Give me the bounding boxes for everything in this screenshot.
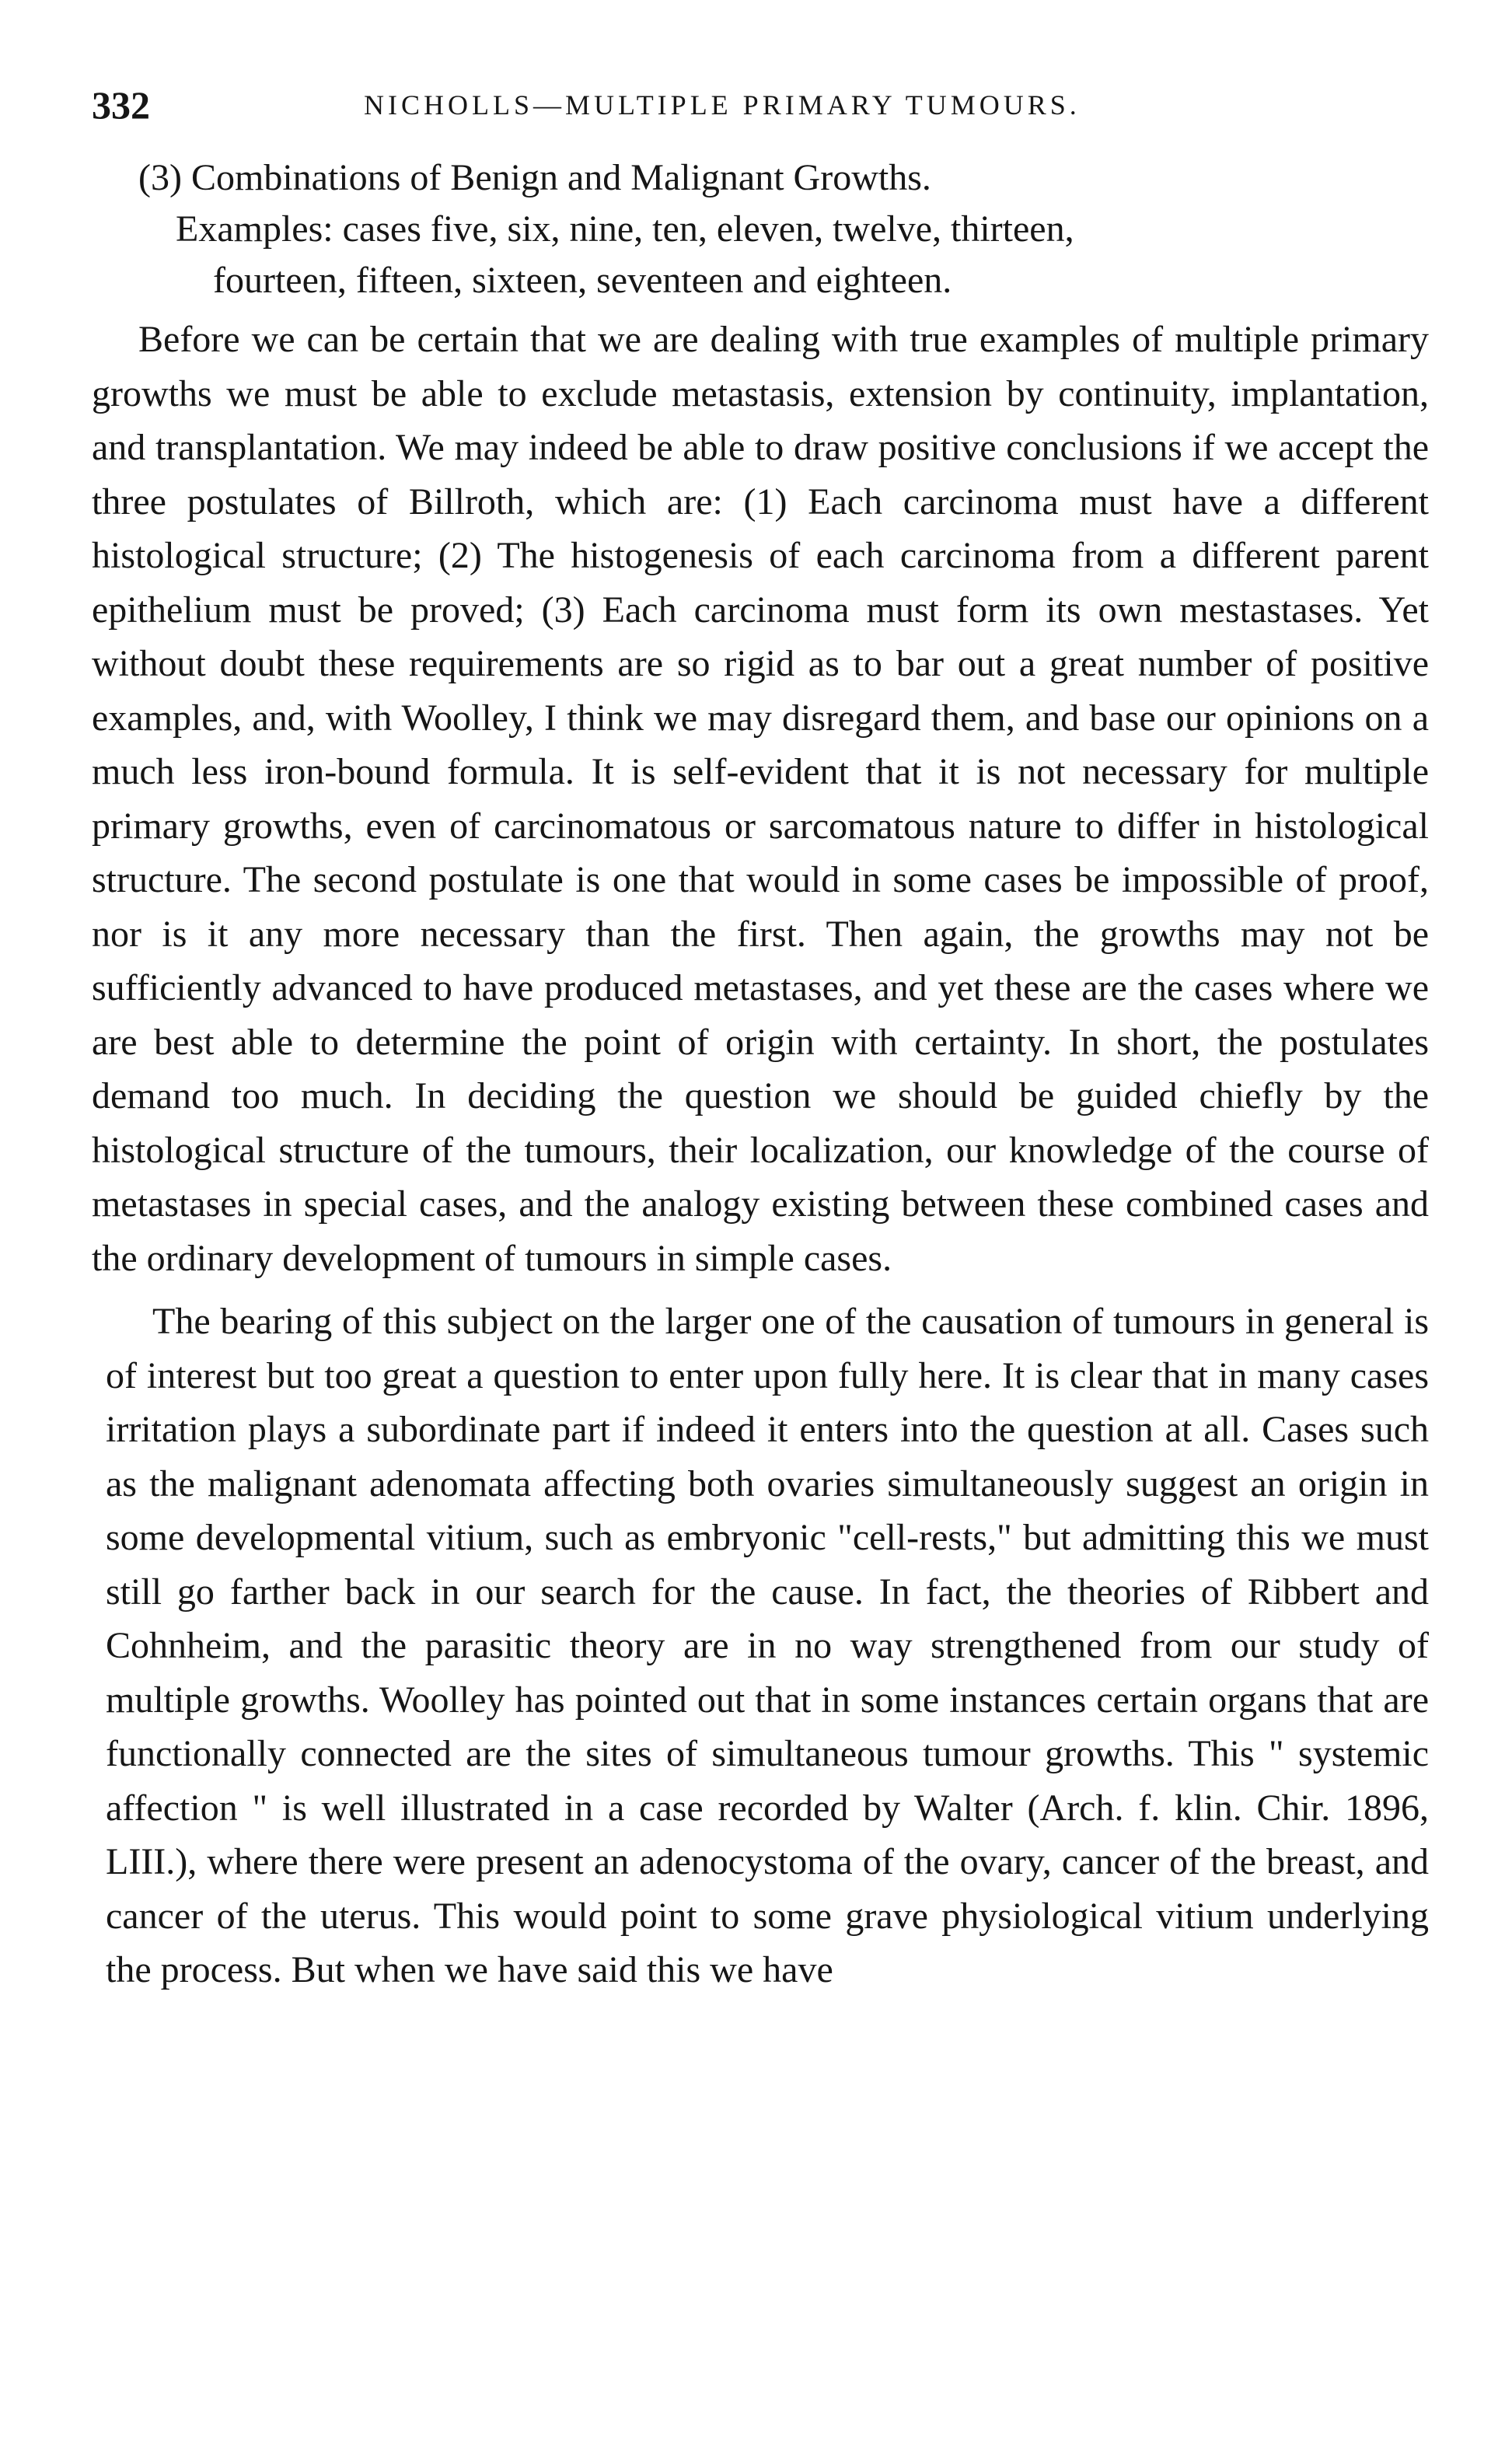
section-heading: (3) Combinations of Benign and Malignant Growths.: [138, 157, 931, 198]
paragraph-causation: The bearing of this subject on the larger one of the causation of tumours in general is of interest but too great a question to enter upon fully here. It is clear that in many cases irritation plays a subordinate part if indeed it enters into the question at all. Cases such as the malignant adenomata affecting both ovaries simultaneously suggest an origin in some developmental vitium, such as embryonic "cell-rests," but admitting this we must still go farther back in our search for the cause. In fact, the theories of Ribbert and Cohnheim, and the parasitic theory are in no way strengthened from our study of multiple growths. Woolley has pointed out that in some instances certain organs that are functionally connected are the sites of simultaneous tumour growths. This " systemic affection " is well illustrated in a case recorded by Walter (Arch. f. klin. Chir. 1896, LIII.), where there were present an adenocystoma of the ovary, cancer of the breast, and cancer of the uterus. This would point to some grave physiological vitium underlying the process. But when we have said this we have: [106, 1301, 1429, 1990]
document-page: [92, 68, 1429, 1997]
paragraph-postulates: Before we can be certain that we are dealing with true examples of multiple primary growths we must be able to exclude metastasis, extension by continuity, implantation, and transplantation. We may indeed be able to draw positive conclusions if we accept the three postulates of Billroth, which are: (1) Each carcinoma must have a different histological structure; (2) The histogenesis of each carcinoma from a different parent epithelium must be proved; (3) Each carcinoma must form its own mestastases. Yet without doubt these requirements are so rigid as to bar out a great number of positive examples, and, with Woolley, I think we may disregard them, and base our opinions on a much less iron-bound formula. It is self-evident that it is not necessary for multiple primary growths, even of carcinomatous or sarcomatous nature to differ in histological structure. The second postulate is one that would in some cases be impossible of proof, nor is it any more necessary than the first. Then again, the growths may not be sufficiently advanced to have produced metastases, and yet these are the cases where we are best able to determine the point of origin with certainty. In short, the postulates demand too much. In deciding the question we should be guided chiefly by the histological structure of the tumours, their localization, our knowledge of the course of metastases in special cases, and the analogy existing between these combined cases and the ordinary development of tumours in simple cases.: [92, 319, 1429, 1279]
examples-line-2: fourteen, fifteen, sixteen, seventeen and eighteen.: [213, 260, 952, 301]
examples-line-1: Examples: cases five, six, nine, ten, eleven, twelve, thirteen,: [176, 208, 1074, 250]
running-title: NICHOLLS—MULTIPLE PRIMARY TUMOURS.: [364, 89, 1081, 121]
page-header: [92, 68, 1429, 138]
page-number: 332: [92, 83, 150, 127]
examples-list: [176, 204, 1429, 306]
